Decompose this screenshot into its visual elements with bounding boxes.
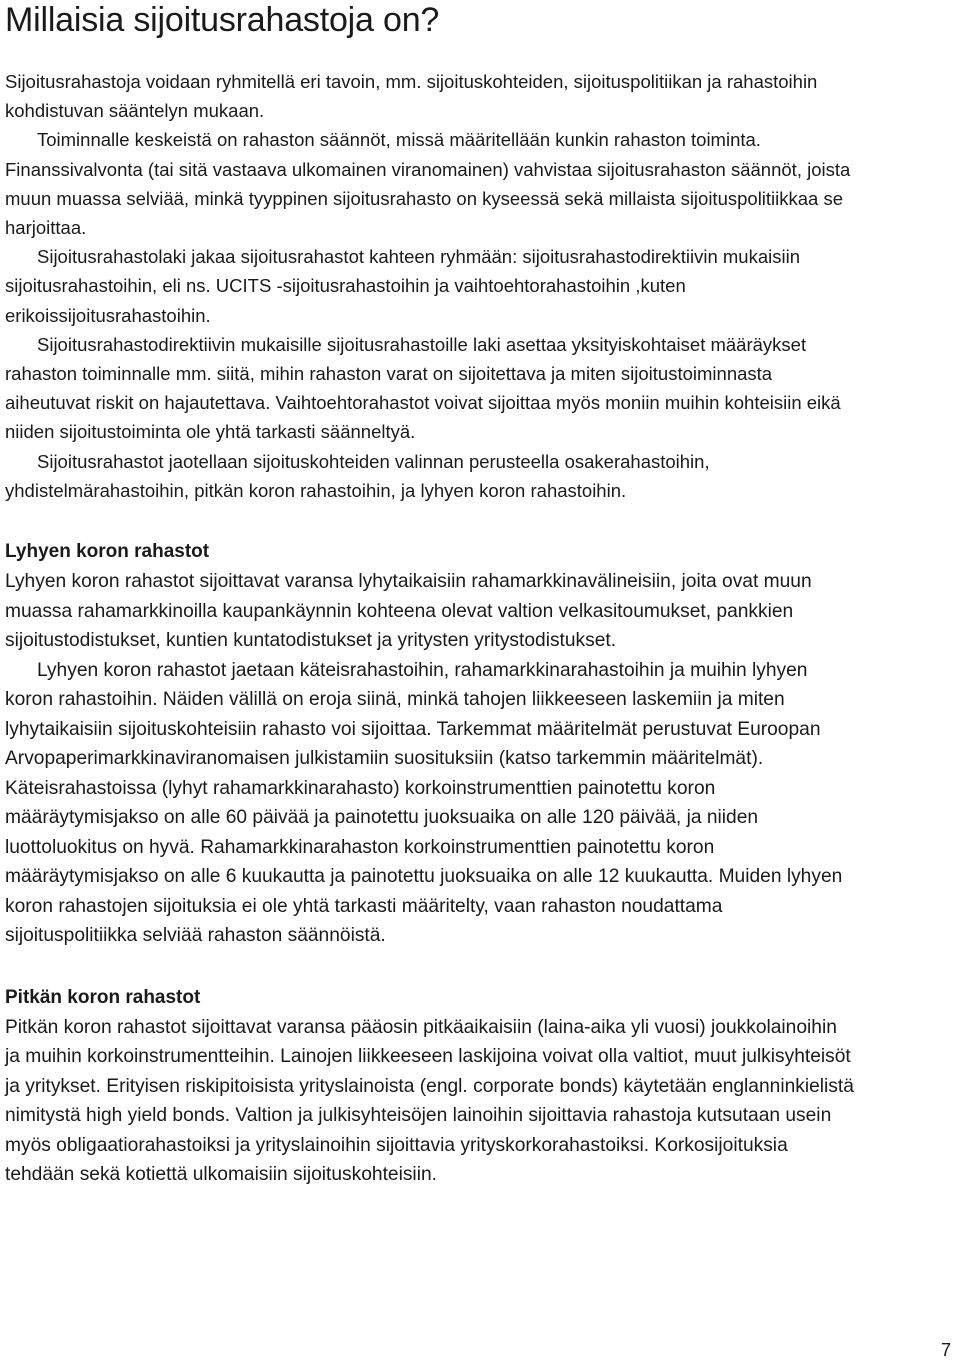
intro-section [5, 67, 855, 505]
intro-paragraph-1: Sijoitusrahastoja voidaan ryhmitellä eri tavoin, mm. sijoituskohteiden, sijoituspolitiikan ja rahastoihin kohdistuvan sääntelyn mukaan. [5, 71, 818, 122]
short-rate-body [5, 567, 855, 951]
intro-paragraph-3: Sijoitusrahastolaki jakaa sijoitusrahastot kahteen ryhmään: sijoitusrahastodirektiivin mukaisiin sijoitusrahastoihin, eli ns. UCITS -sijoitusrahastoihin ja vaihtoehtorahastoihin ,kuten erikoissijoitusrahastoihin. [5, 246, 800, 326]
short-rate-heading: Lyhyen koron rahastot [5, 541, 210, 563]
long-rate-section [5, 983, 855, 1190]
page-number: 7 [941, 1340, 952, 1360]
long-rate-body [5, 1013, 855, 1190]
short-rate-paragraph-1: Lyhyen koron rahastot sijoittavat varansa lyhytaikaisiin rahamarkkinavälineisiin, joita ovat muun muassa rahamarkkinoilla kaupankäynnin kohteena olevat valtion velkasitoumukset, pankkien sijoitustodistukset, kuntien kuntatodistukset ja yritysten yritystodistukset. [5, 571, 812, 652]
page-title: Millaisia sijoitusrahastoja on? [5, 1, 440, 39]
long-rate-heading: Pitkän koron rahastot [5, 986, 201, 1008]
intro-paragraph-4: Sijoitusrahastodirektiivin mukaisille sijoitusrahastoille laki asettaa yksityiskohtaiset määräykset rahaston toiminnalle mm. siitä, mihin rahaston varat on sijoitettava ja miten sijoitustoiminnasta aiheutuvat riskit on hajautettava. Vaihtoehtorahastot voivat sijoittaa myös moniin muihin kohteisiin eikä niiden sijoitustoiminta ole yhtä tarkasti säänneltyä. [5, 333, 841, 443]
short-rate-paragraph-2: Lyhyen koron rahastot jaetaan käteisrahastoihin, rahamarkkinarahastoihin ja muihin lyhyen koron rahastoihin. Näiden välillä on eroja siinä, minkä tahojen liikkeeseen laskemiin ja miten lyhytaikaisiin sijoituskohteisiin rahasto voi sijoittaa. Tarkemmat määritelmät perustuvat Euroopan Arvopaperimarkkinaviranomaisen julkistamiin suosituksiin (katso tarkemmin määritelmät). Käteisrahastoissa (lyhyt rahamarkkinarahasto) korkoinstrumenttien painotettu koron määräytymisjakso on alle 60 päivää ja painotettu juoksuaika on alle 120 päivää, ja niiden luottoluokitus on hyvä. Rahamarkkinarahaston korkoinstrumenttien painotettu koron määräytymisjakso on alle 6 kuukautta ja painotettu juoksuaika on alle 12 kuukautta. Muiden lyhyen koron rahastojen sijoituksia ei ole yhtä tarkasti määritelty, vaan rahaston noudattama sijoituspolitiikka selviää rahaston säännöistä. [5, 659, 843, 947]
long-rate-paragraph-1: Pitkän koron rahastot sijoittavat varansa pääosin pitkäaikaisiin (laina-aika yli vuosi) joukkolainoihin ja muihin korkoinstrumentteihin. Lainojen liikkeeseen laskijoina voivat olla valtiot, muut julkisyhteisöt ja yritykset. Erityisen riskipitoisista yrityslainoista (engl. corporate bonds) käytetään englanninkielistä nimitystä high yield bonds. Valtion ja julkisyhteisöjen lainoihin sijoittavia rahastoja kutsutaan usein myös obligaatiorahastoiksi ja yrityslainoihin sijoittavia yrityskorkorahastoiksi. Korkosijoituksia tehdään sekä kotiettä ulkomaisiin sijoituskohteisiin. [5, 1016, 854, 1186]
intro-paragraph-2: Toiminnalle keskeistä on rahaston säännöt, missä määritellään kunkin rahaston toiminta. Finanssivalvonta (tai sitä vastaava ulkomainen viranomainen) vahvistaa sijoitusrahaston säännöt, joista muun muassa selviää, minkä tyyppinen sijoitusrahasto on kyseessä sekä millaista sijoituspolitiikkaa se harjoittaa. [5, 129, 851, 239]
short-rate-section [5, 537, 855, 951]
intro-paragraph-5: Sijoitusrahastot jaotellaan sijoituskohteiden valinnan perusteella osakerahastoihin, yhdistelmärahastoihin, pitkän koron rahastoihin, ja lyhyen koron rahastoihin. [5, 450, 710, 501]
document-page [5, 0, 855, 1190]
